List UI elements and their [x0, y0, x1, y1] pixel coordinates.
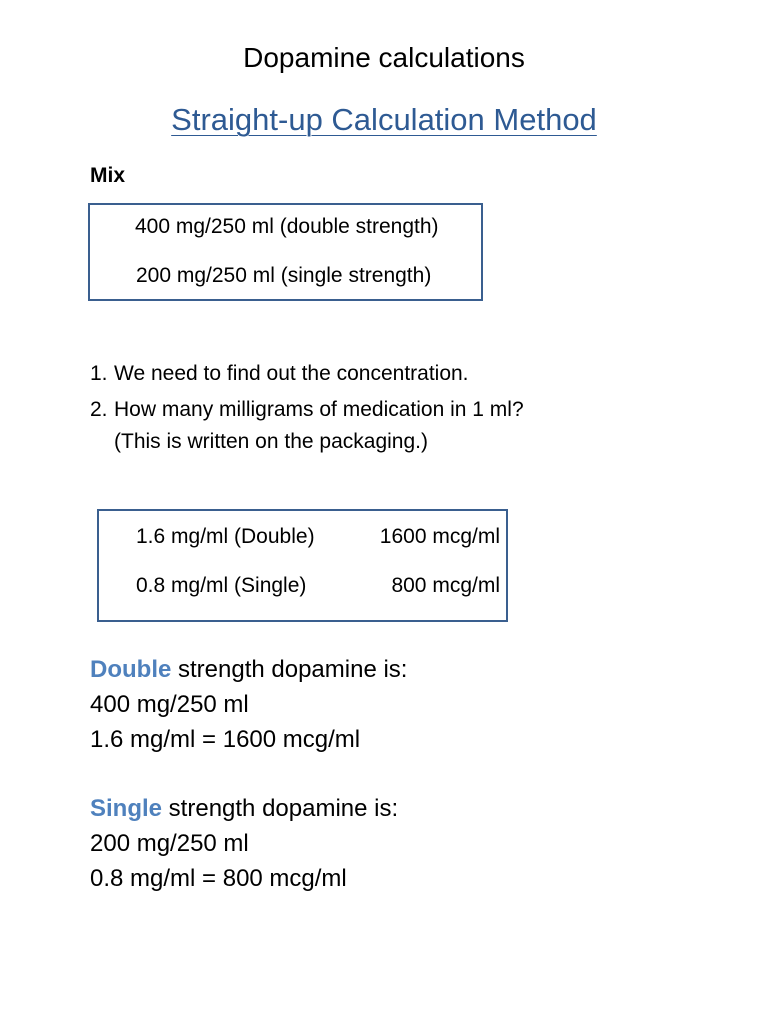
- subtitle-text: Straight-up Calculation Method: [171, 102, 597, 137]
- conc-single-mg: 0.8 mg/ml (Single): [136, 574, 307, 597]
- double-line-1: 400 mg/250 ml: [90, 691, 249, 718]
- mix-box: [88, 203, 483, 301]
- mix-label: Mix: [90, 164, 126, 187]
- double-heading: [90, 654, 407, 686]
- single-heading-rest: strength dopamine is:: [162, 795, 399, 822]
- conc-double-mg: 1.6 mg/ml (Double): [136, 525, 315, 548]
- double-keyword: Double: [90, 656, 172, 683]
- mix-line-double: 400 mg/250 ml (double strength): [135, 215, 439, 238]
- step-1-number: 1.: [90, 362, 108, 385]
- step-2-text: How many milligrams of medication in 1 ml?: [114, 398, 524, 421]
- concentration-box: [97, 509, 508, 622]
- step-2: [90, 396, 524, 424]
- step-1: [90, 360, 469, 388]
- single-line-1: 200 mg/250 ml: [90, 830, 249, 857]
- step-2-number: 2.: [90, 398, 108, 421]
- double-line-2: 1.6 mg/ml = 1600 mcg/ml: [90, 726, 361, 753]
- step-2-note: (This is written on the packaging.): [114, 430, 428, 453]
- step-1-text: We need to find out the concentration.: [114, 362, 469, 385]
- page-subtitle: [0, 100, 768, 140]
- mix-line-single: 200 mg/250 ml (single strength): [136, 264, 432, 287]
- single-line-2: 0.8 mg/ml = 800 mcg/ml: [90, 865, 347, 892]
- single-heading: [90, 793, 398, 825]
- double-heading-rest: strength dopamine is:: [171, 656, 408, 683]
- conc-single-mcg: 800 mcg/ml: [391, 574, 500, 597]
- conc-double-mcg: 1600 mcg/ml: [379, 525, 500, 548]
- page-title: Dopamine calculations: [243, 42, 525, 73]
- single-keyword: Single: [90, 795, 163, 822]
